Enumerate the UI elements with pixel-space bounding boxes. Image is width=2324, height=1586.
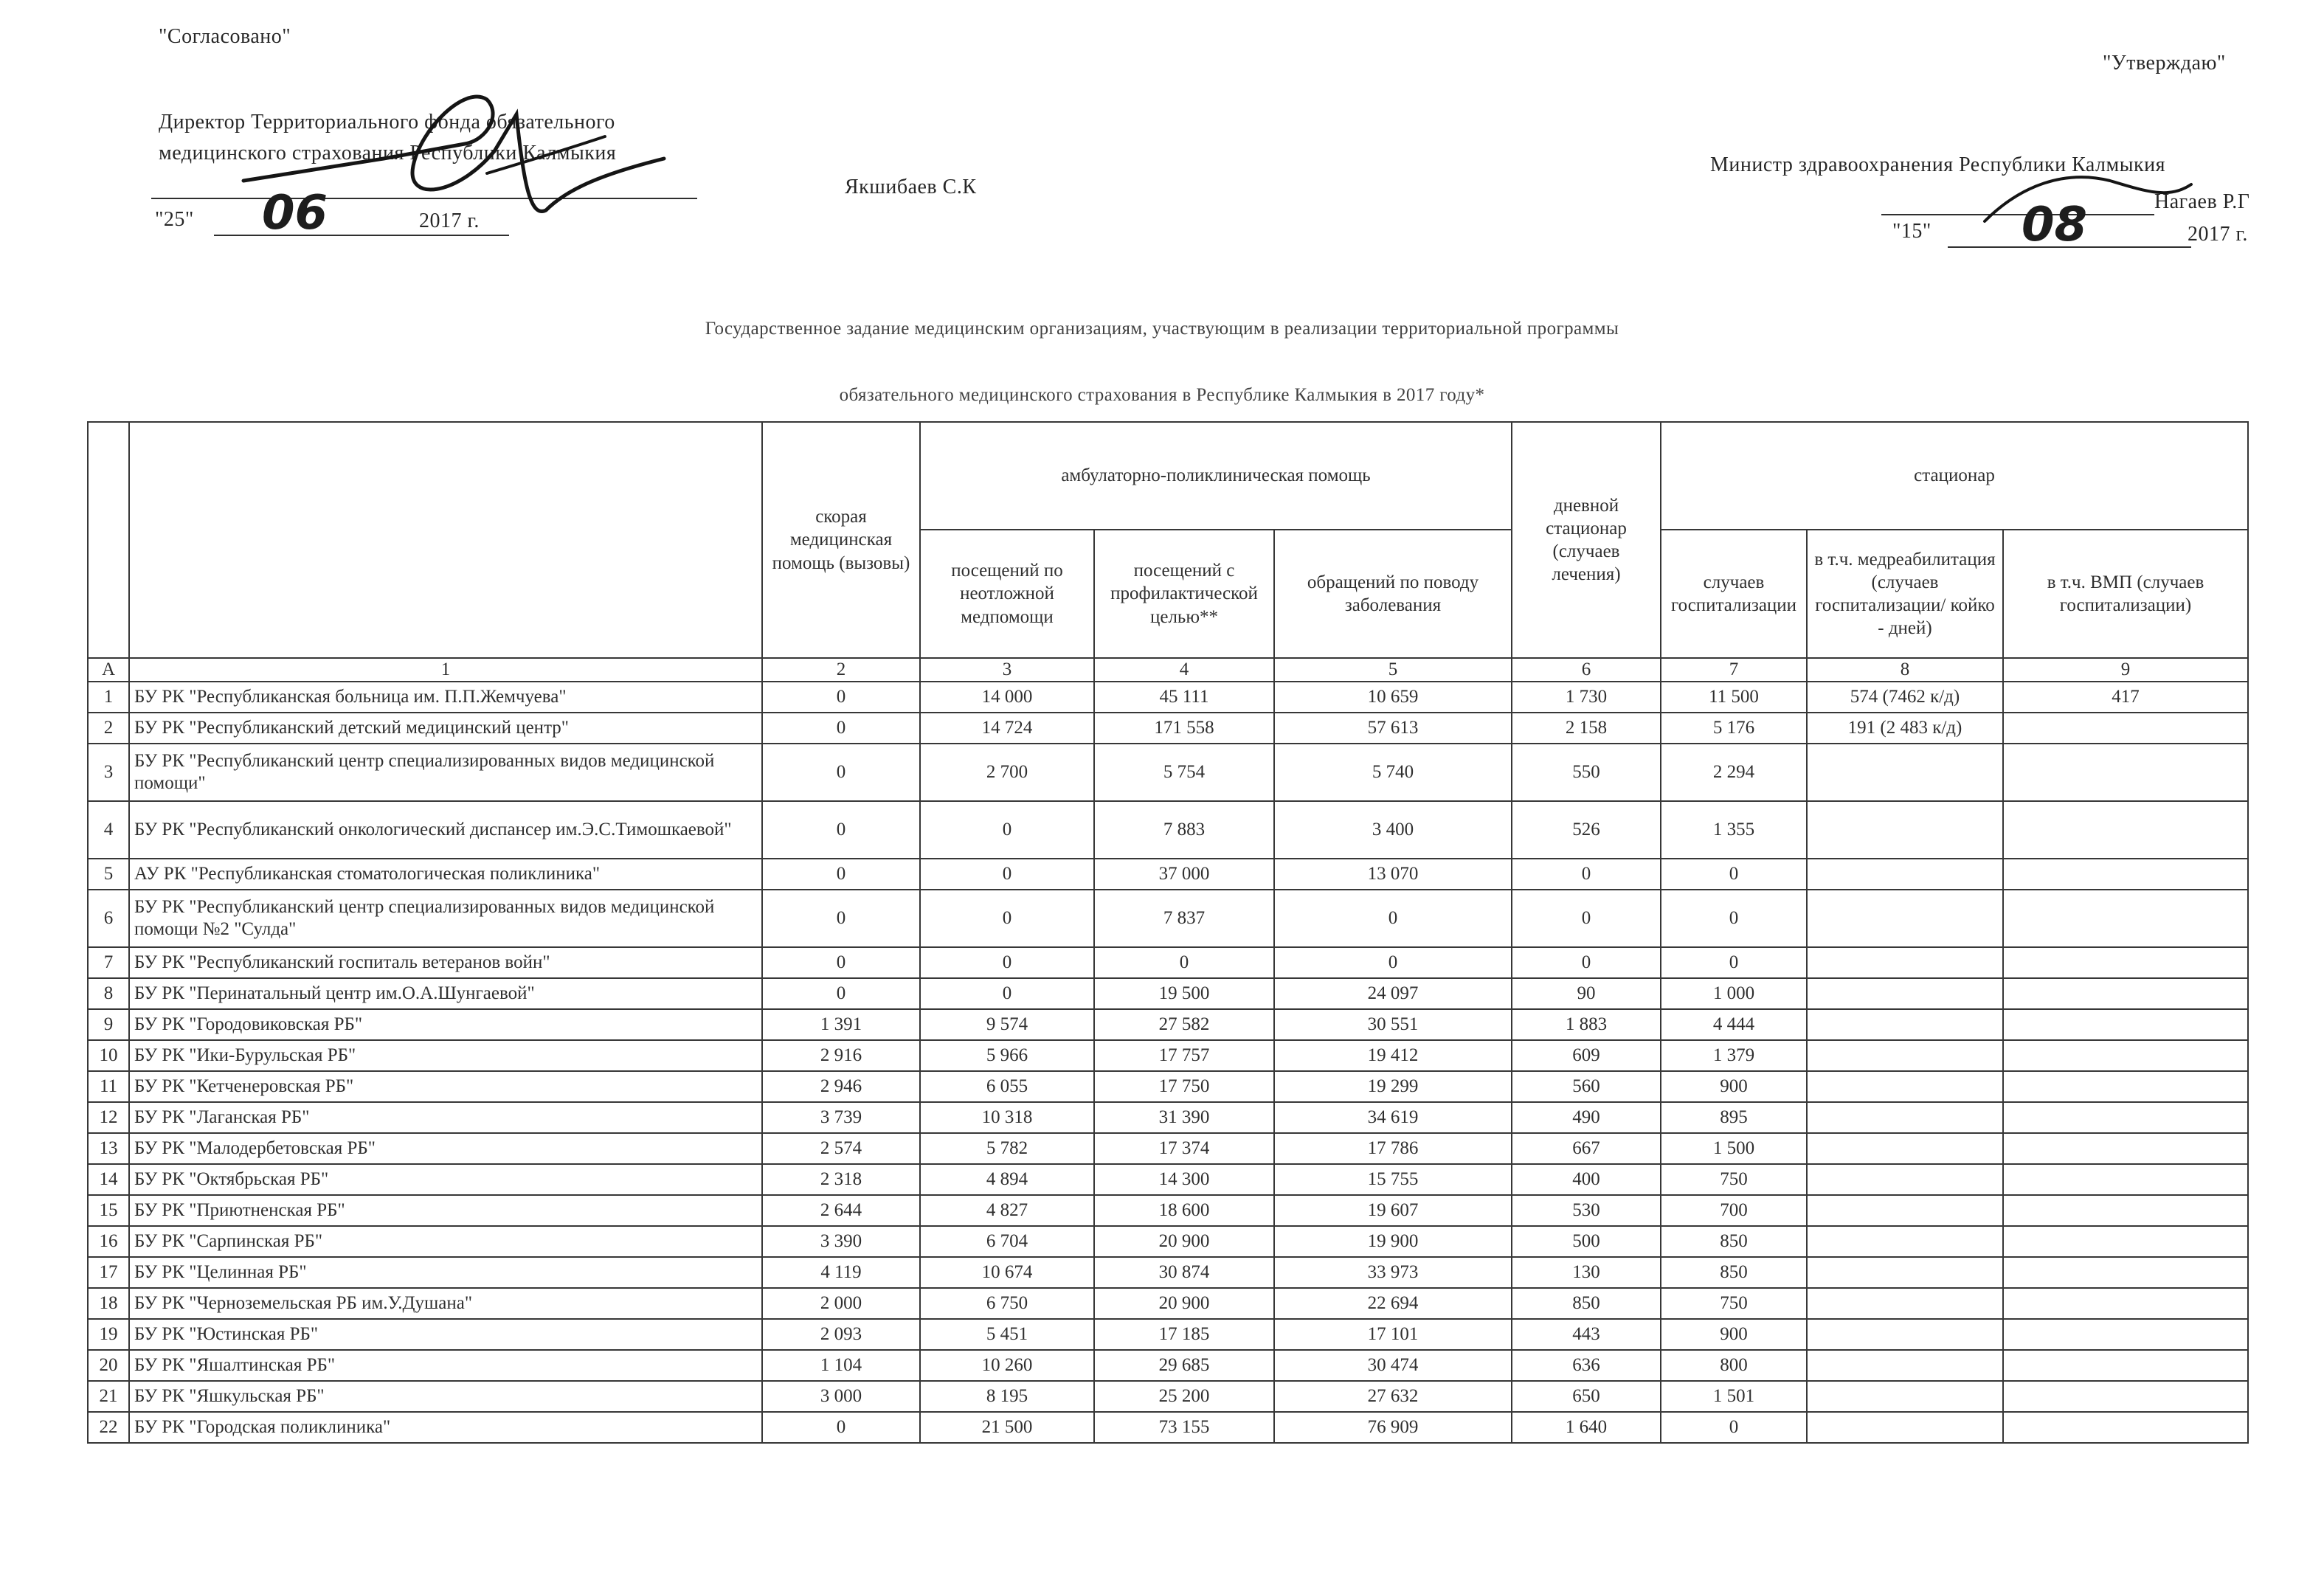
hitech-value: [2003, 1102, 2248, 1133]
row-number: 21: [88, 1381, 129, 1412]
hospitalizations-value: 850: [1661, 1257, 1807, 1288]
hospitalizations-value: 11 500: [1661, 682, 1807, 713]
column-number: 4: [1094, 658, 1274, 682]
organization-name: БУ РК "Лаганская РБ": [129, 1102, 762, 1133]
rehab-value: [1807, 1226, 2003, 1257]
organization-name: БУ РК "Яшкульская РБ": [129, 1381, 762, 1412]
approval-right-label: "Утверждаю": [2103, 52, 2226, 75]
preventive-visits-value: 19 500: [1094, 978, 1274, 1009]
row-number: 8: [88, 978, 129, 1009]
table-row: [88, 1288, 2248, 1319]
rehab-value: [1807, 1257, 2003, 1288]
hitech-value: [2003, 1195, 2248, 1226]
disease-visits-value: 76 909: [1274, 1412, 1512, 1443]
preventive-visits-value: 30 874: [1094, 1257, 1274, 1288]
ambulance-value: 0: [762, 713, 920, 744]
table-row: [88, 1009, 2248, 1040]
day-hospital-value: 90: [1512, 978, 1661, 1009]
ambulance-value: 2 000: [762, 1288, 920, 1319]
rehab-value: [1807, 744, 2003, 801]
day-hospital-value: 490: [1512, 1102, 1661, 1133]
hitech-value: 417: [2003, 682, 2248, 713]
row-number: 12: [88, 1102, 129, 1133]
organization-name: БУ РК "Малодербетовская РБ": [129, 1133, 762, 1164]
day-hospital-value: 526: [1512, 801, 1661, 859]
preventive-visits-value: 7 837: [1094, 890, 1274, 947]
day-hospital-value: 609: [1512, 1040, 1661, 1071]
preventive-visits-value: 14 300: [1094, 1164, 1274, 1195]
organization-name: БУ РК "Черноземельская РБ им.У.Душана": [129, 1288, 762, 1319]
row-number: 15: [88, 1195, 129, 1226]
organization-name: БУ РК "Республиканский центр специализированных видов медицинской помощи": [129, 744, 762, 801]
row-number: 6: [88, 890, 129, 947]
hospitalizations-value: 750: [1661, 1164, 1807, 1195]
ambulance-value: 2 946: [762, 1071, 920, 1102]
column-number: А: [88, 658, 129, 682]
table-row: [88, 1164, 2248, 1195]
table-body: [88, 682, 2248, 1443]
preventive-visits-value: 73 155: [1094, 1412, 1274, 1443]
preventive-visits-value: 171 558: [1094, 713, 1274, 744]
row-number: 5: [88, 859, 129, 890]
row-number: 10: [88, 1040, 129, 1071]
table-row: [88, 1319, 2248, 1350]
row-number: 16: [88, 1226, 129, 1257]
preventive-visits-value: 25 200: [1094, 1381, 1274, 1412]
rehab-value: [1807, 978, 2003, 1009]
urgent-visits-value: 2 700: [920, 744, 1094, 801]
table-row: [88, 801, 2248, 859]
handwritten-signature-left: [221, 70, 738, 247]
organization-name: БУ РК "Республиканский онкологический диспансер им.Э.С.Тимошкаевой": [129, 801, 762, 859]
hitech-value: [2003, 1133, 2248, 1164]
hitech-value: [2003, 1412, 2248, 1443]
ambulance-value: 0: [762, 744, 920, 801]
row-number: 20: [88, 1350, 129, 1381]
row-number: 18: [88, 1288, 129, 1319]
urgent-visits-value: 0: [920, 859, 1094, 890]
urgent-visits-value: 4 827: [920, 1195, 1094, 1226]
hospitalizations-value: 700: [1661, 1195, 1807, 1226]
organization-name: БУ РК "Городовиковская РБ": [129, 1009, 762, 1040]
header-outpatient-group: амбулаторно-поликлиническая помощь: [920, 422, 1512, 530]
hospitalizations-value: 1 500: [1661, 1133, 1807, 1164]
title-line2: обязательного медицинского страхования в Республике Калмыкия в 2017 году*: [839, 385, 1485, 405]
ambulance-value: 0: [762, 978, 920, 1009]
ambulance-value: 2 644: [762, 1195, 920, 1226]
preventive-visits-value: 17 757: [1094, 1040, 1274, 1071]
urgent-visits-value: 6 750: [920, 1288, 1094, 1319]
approval-left-label: "Согласовано": [159, 25, 291, 48]
organization-name: БУ РК "Республиканский центр специализированных видов медицинской помощи №2 "Сулда": [129, 890, 762, 947]
hitech-value: [2003, 890, 2248, 947]
disease-visits-value: 5 740: [1274, 744, 1512, 801]
approval-left-date-day: "25": [155, 208, 194, 231]
rehab-value: [1807, 801, 2003, 859]
hitech-value: [2003, 1319, 2248, 1350]
row-number: 2: [88, 713, 129, 744]
urgent-visits-value: 0: [920, 801, 1094, 859]
approval-left-signer: Якшибаев С.К: [845, 176, 977, 198]
urgent-visits-value: 21 500: [920, 1412, 1094, 1443]
organization-name: АУ РК "Республиканская стоматологическая поликлиника": [129, 859, 762, 890]
urgent-visits-value: 0: [920, 947, 1094, 978]
row-number: 14: [88, 1164, 129, 1195]
preventive-visits-value: 17 750: [1094, 1071, 1274, 1102]
urgent-visits-value: 6 055: [920, 1071, 1094, 1102]
hitech-value: [2003, 1071, 2248, 1102]
header-ambulance: скорая медицинская помощь (вызовы): [762, 422, 920, 658]
column-number: 2: [762, 658, 920, 682]
row-number: 1: [88, 682, 129, 713]
urgent-visits-value: 9 574: [920, 1009, 1094, 1040]
row-number: 19: [88, 1319, 129, 1350]
approval-right-date-month: 08: [2022, 198, 2088, 252]
day-hospital-value: 0: [1512, 859, 1661, 890]
organization-name: БУ РК "Яшалтинская РБ": [129, 1350, 762, 1381]
disease-visits-value: 34 619: [1274, 1102, 1512, 1133]
table-row: [88, 1071, 2248, 1102]
header-preventive-visits: посещений с профилактической целью**: [1094, 530, 1274, 658]
rehab-value: [1807, 890, 2003, 947]
ambulance-value: 3 390: [762, 1226, 920, 1257]
rehab-value: [1807, 1412, 2003, 1443]
approval-left-line2: медицинского страхования Республики Калмыкия: [159, 142, 617, 165]
hitech-value: [2003, 859, 2248, 890]
row-number: 9: [88, 1009, 129, 1040]
table-row: [88, 744, 2248, 801]
day-hospital-value: 500: [1512, 1226, 1661, 1257]
hitech-value: [2003, 1040, 2248, 1071]
day-hospital-value: 0: [1512, 947, 1661, 978]
table-row: [88, 1226, 2248, 1257]
table-row: [88, 1381, 2248, 1412]
disease-visits-value: 22 694: [1274, 1288, 1512, 1319]
organization-name: БУ РК "Республиканский госпиталь ветеранов войн": [129, 947, 762, 978]
hospitalizations-value: 895: [1661, 1102, 1807, 1133]
ambulance-value: 3 739: [762, 1102, 920, 1133]
approval-right-date-year: 2017 г.: [2188, 223, 2248, 246]
row-number: 7: [88, 947, 129, 978]
header-blank-name: [129, 422, 762, 658]
day-hospital-value: 1 730: [1512, 682, 1661, 713]
column-number: 5: [1274, 658, 1512, 682]
rehab-value: [1807, 1381, 2003, 1412]
row-number: 17: [88, 1257, 129, 1288]
rehab-value: [1807, 1288, 2003, 1319]
rehab-value: [1807, 1040, 2003, 1071]
column-number: 8: [1807, 658, 2003, 682]
hospitalizations-value: 1 000: [1661, 978, 1807, 1009]
table-row: [88, 890, 2248, 947]
approval-right-line1: Министр здравоохранения Республики Калмыкия: [1710, 153, 2166, 176]
table-row: [88, 1040, 2248, 1071]
preventive-visits-value: 31 390: [1094, 1102, 1274, 1133]
header-blank-index: [88, 422, 129, 658]
rehab-value: [1807, 1009, 2003, 1040]
header-inpatient-group: стационар: [1661, 422, 2248, 530]
hospitalizations-value: 5 176: [1661, 713, 1807, 744]
disease-visits-value: 33 973: [1274, 1257, 1512, 1288]
title-line1: Государственное задание медицинским организациям, участвующим в реализации территориальной программы: [705, 319, 1619, 339]
approval-left-line1: Директор Территориального фонда обязательного: [159, 111, 615, 134]
header-disease-visits: обращений по поводу заболевания: [1274, 530, 1512, 658]
table-row: [88, 1257, 2248, 1288]
table-row: [88, 1133, 2248, 1164]
disease-visits-value: 10 659: [1274, 682, 1512, 713]
day-hospital-value: 550: [1512, 744, 1661, 801]
organization-name: БУ РК "Кетченеровская РБ": [129, 1071, 762, 1102]
hitech-value: [2003, 713, 2248, 744]
disease-visits-value: 19 607: [1274, 1195, 1512, 1226]
hospitalizations-value: 0: [1661, 859, 1807, 890]
hitech-value: [2003, 947, 2248, 978]
state-assignment-table: [87, 421, 2249, 1444]
disease-visits-value: 19 412: [1274, 1040, 1512, 1071]
day-hospital-value: 636: [1512, 1350, 1661, 1381]
disease-visits-value: 13 070: [1274, 859, 1512, 890]
organization-name: БУ РК "Республиканский детский медицинский центр": [129, 713, 762, 744]
row-number: 4: [88, 801, 129, 859]
day-hospital-value: 443: [1512, 1319, 1661, 1350]
ambulance-value: 0: [762, 859, 920, 890]
ambulance-value: 0: [762, 801, 920, 859]
urgent-visits-value: 5 966: [920, 1040, 1094, 1071]
disease-visits-value: 24 097: [1274, 978, 1512, 1009]
hitech-value: [2003, 1257, 2248, 1288]
approval-right-date-day: "15": [1892, 220, 1932, 243]
organization-name: БУ РК "Городская поликлиника": [129, 1412, 762, 1443]
urgent-visits-value: 10 260: [920, 1350, 1094, 1381]
hospitalizations-value: 750: [1661, 1288, 1807, 1319]
row-number: 3: [88, 744, 129, 801]
preventive-visits-value: 17 374: [1094, 1133, 1274, 1164]
disease-visits-value: 17 101: [1274, 1319, 1512, 1350]
hospitalizations-value: 1 355: [1661, 801, 1807, 859]
day-hospital-value: 1 640: [1512, 1412, 1661, 1443]
approval-right-signer: Нагаев Р.Г: [2154, 190, 2250, 213]
hospitalizations-value: 850: [1661, 1226, 1807, 1257]
ambulance-value: 4 119: [762, 1257, 920, 1288]
disease-visits-value: 0: [1274, 890, 1512, 947]
urgent-visits-value: 8 195: [920, 1381, 1094, 1412]
organization-name: БУ РК "Приютненская РБ": [129, 1195, 762, 1226]
urgent-visits-value: 5 782: [920, 1133, 1094, 1164]
rehab-value: [1807, 1102, 2003, 1133]
column-numbers-row: [88, 658, 2248, 682]
table-row: [88, 682, 2248, 713]
hospitalizations-value: 900: [1661, 1319, 1807, 1350]
urgent-visits-value: 10 318: [920, 1102, 1094, 1133]
disease-visits-value: 17 786: [1274, 1133, 1512, 1164]
day-hospital-value: 130: [1512, 1257, 1661, 1288]
disease-visits-value: 15 755: [1274, 1164, 1512, 1195]
ambulance-value: 0: [762, 947, 920, 978]
ambulance-value: 0: [762, 890, 920, 947]
table-row: [88, 947, 2248, 978]
hospitalizations-value: 0: [1661, 890, 1807, 947]
hospitalizations-value: 4 444: [1661, 1009, 1807, 1040]
organization-name: БУ РК "Октябрьская РБ": [129, 1164, 762, 1195]
header-hospitalizations: случаев госпитализации: [1661, 530, 1807, 658]
urgent-visits-value: 0: [920, 890, 1094, 947]
urgent-visits-value: 10 674: [920, 1257, 1094, 1288]
preventive-visits-value: 20 900: [1094, 1226, 1274, 1257]
disease-visits-value: 57 613: [1274, 713, 1512, 744]
ambulance-value: 2 318: [762, 1164, 920, 1195]
urgent-visits-value: 4 894: [920, 1164, 1094, 1195]
ambulance-value: 2 916: [762, 1040, 920, 1071]
urgent-visits-value: 6 704: [920, 1226, 1094, 1257]
hitech-value: [2003, 1226, 2248, 1257]
preventive-visits-value: 29 685: [1094, 1350, 1274, 1381]
header-rehab: в т.ч. медреабилитация (случаев госпитализации/ койко - дней): [1807, 530, 2003, 658]
preventive-visits-value: 18 600: [1094, 1195, 1274, 1226]
organization-name: БУ РК "Целинная РБ": [129, 1257, 762, 1288]
rehab-value: [1807, 947, 2003, 978]
disease-visits-value: 30 474: [1274, 1350, 1512, 1381]
header-hitech: в т.ч. ВМП (случаев госпитализации): [2003, 530, 2248, 658]
disease-visits-value: 0: [1274, 947, 1512, 978]
preventive-visits-value: 7 883: [1094, 801, 1274, 859]
hospitalizations-value: 1 379: [1661, 1040, 1807, 1071]
hospitalizations-value: 0: [1661, 1412, 1807, 1443]
organization-name: БУ РК "Сарпинская РБ": [129, 1226, 762, 1257]
urgent-visits-value: 14 724: [920, 713, 1094, 744]
preventive-visits-value: 27 582: [1094, 1009, 1274, 1040]
disease-visits-value: 3 400: [1274, 801, 1512, 859]
day-hospital-value: 850: [1512, 1288, 1661, 1319]
handwritten-signature-right: [1977, 155, 2199, 243]
rehab-value: [1807, 1133, 2003, 1164]
approval-left-date-year: 2017 г.: [419, 209, 480, 232]
urgent-visits-value: 5 451: [920, 1319, 1094, 1350]
rehab-value: [1807, 859, 2003, 890]
day-hospital-value: 667: [1512, 1133, 1661, 1164]
preventive-visits-value: 5 754: [1094, 744, 1274, 801]
preventive-visits-value: 0: [1094, 947, 1274, 978]
table-row: [88, 1412, 2248, 1443]
ambulance-value: 3 000: [762, 1381, 920, 1412]
hospitalizations-value: 0: [1661, 947, 1807, 978]
rehab-value: [1807, 1164, 2003, 1195]
preventive-visits-value: 45 111: [1094, 682, 1274, 713]
ambulance-value: 2 574: [762, 1133, 920, 1164]
column-number: 6: [1512, 658, 1661, 682]
hitech-value: [2003, 1288, 2248, 1319]
urgent-visits-value: 14 000: [920, 682, 1094, 713]
day-hospital-value: 400: [1512, 1164, 1661, 1195]
disease-visits-value: 19 299: [1274, 1071, 1512, 1102]
day-hospital-value: 650: [1512, 1381, 1661, 1412]
ambulance-value: 0: [762, 682, 920, 713]
column-number: 9: [2003, 658, 2248, 682]
hospitalizations-value: 800: [1661, 1350, 1807, 1381]
table-row: [88, 1195, 2248, 1226]
hitech-value: [2003, 1164, 2248, 1195]
organization-name: БУ РК "Перинатальный центр им.О.А.Шунгаевой": [129, 978, 762, 1009]
table-row: [88, 859, 2248, 890]
column-number: 1: [129, 658, 762, 682]
organization-name: БУ РК "Юстинская РБ": [129, 1319, 762, 1350]
hitech-value: [2003, 1381, 2248, 1412]
header-day-hospital: дневной стационар (случаев лечения): [1512, 422, 1661, 658]
hospitalizations-value: 1 501: [1661, 1381, 1807, 1412]
disease-visits-value: 19 900: [1274, 1226, 1512, 1257]
column-number: 3: [920, 658, 1094, 682]
day-hospital-value: 0: [1512, 890, 1661, 947]
day-hospital-value: 560: [1512, 1071, 1661, 1102]
date-line-right: [1948, 246, 2191, 248]
rehab-value: 574 (7462 к/д): [1807, 682, 2003, 713]
rehab-value: [1807, 1319, 2003, 1350]
disease-visits-value: 27 632: [1274, 1381, 1512, 1412]
hitech-value: [2003, 1350, 2248, 1381]
row-number: 11: [88, 1071, 129, 1102]
table-row: [88, 978, 2248, 1009]
day-hospital-value: 2 158: [1512, 713, 1661, 744]
hospitalizations-value: 2 294: [1661, 744, 1807, 801]
preventive-visits-value: 17 185: [1094, 1319, 1274, 1350]
day-hospital-value: 1 883: [1512, 1009, 1661, 1040]
hitech-value: [2003, 744, 2248, 801]
disease-visits-value: 30 551: [1274, 1009, 1512, 1040]
organization-name: БУ РК "Ики-Бурульская РБ": [129, 1040, 762, 1071]
approval-left-date-month: 06: [262, 186, 328, 240]
rehab-value: [1807, 1071, 2003, 1102]
preventive-visits-value: 37 000: [1094, 859, 1274, 890]
row-number: 13: [88, 1133, 129, 1164]
ambulance-value: 1 104: [762, 1350, 920, 1381]
hitech-value: [2003, 801, 2248, 859]
urgent-visits-value: 0: [920, 978, 1094, 1009]
column-number: 7: [1661, 658, 1807, 682]
organization-name: БУ РК "Республиканская больница им. П.П.Жемчуева": [129, 682, 762, 713]
ambulance-value: 1 391: [762, 1009, 920, 1040]
rehab-value: [1807, 1195, 2003, 1226]
header-urgent-visits: посещений по неотложной медпомощи: [920, 530, 1094, 658]
ambulance-value: 0: [762, 1412, 920, 1443]
hitech-value: [2003, 978, 2248, 1009]
rehab-value: [1807, 1350, 2003, 1381]
row-number: 22: [88, 1412, 129, 1443]
table-row: [88, 713, 2248, 744]
table-row: [88, 1102, 2248, 1133]
ambulance-value: 2 093: [762, 1319, 920, 1350]
day-hospital-value: 530: [1512, 1195, 1661, 1226]
hitech-value: [2003, 1009, 2248, 1040]
preventive-visits-value: 20 900: [1094, 1288, 1274, 1319]
hospitalizations-value: 900: [1661, 1071, 1807, 1102]
rehab-value: 191 (2 483 к/д): [1807, 713, 2003, 744]
table-row: [88, 1350, 2248, 1381]
